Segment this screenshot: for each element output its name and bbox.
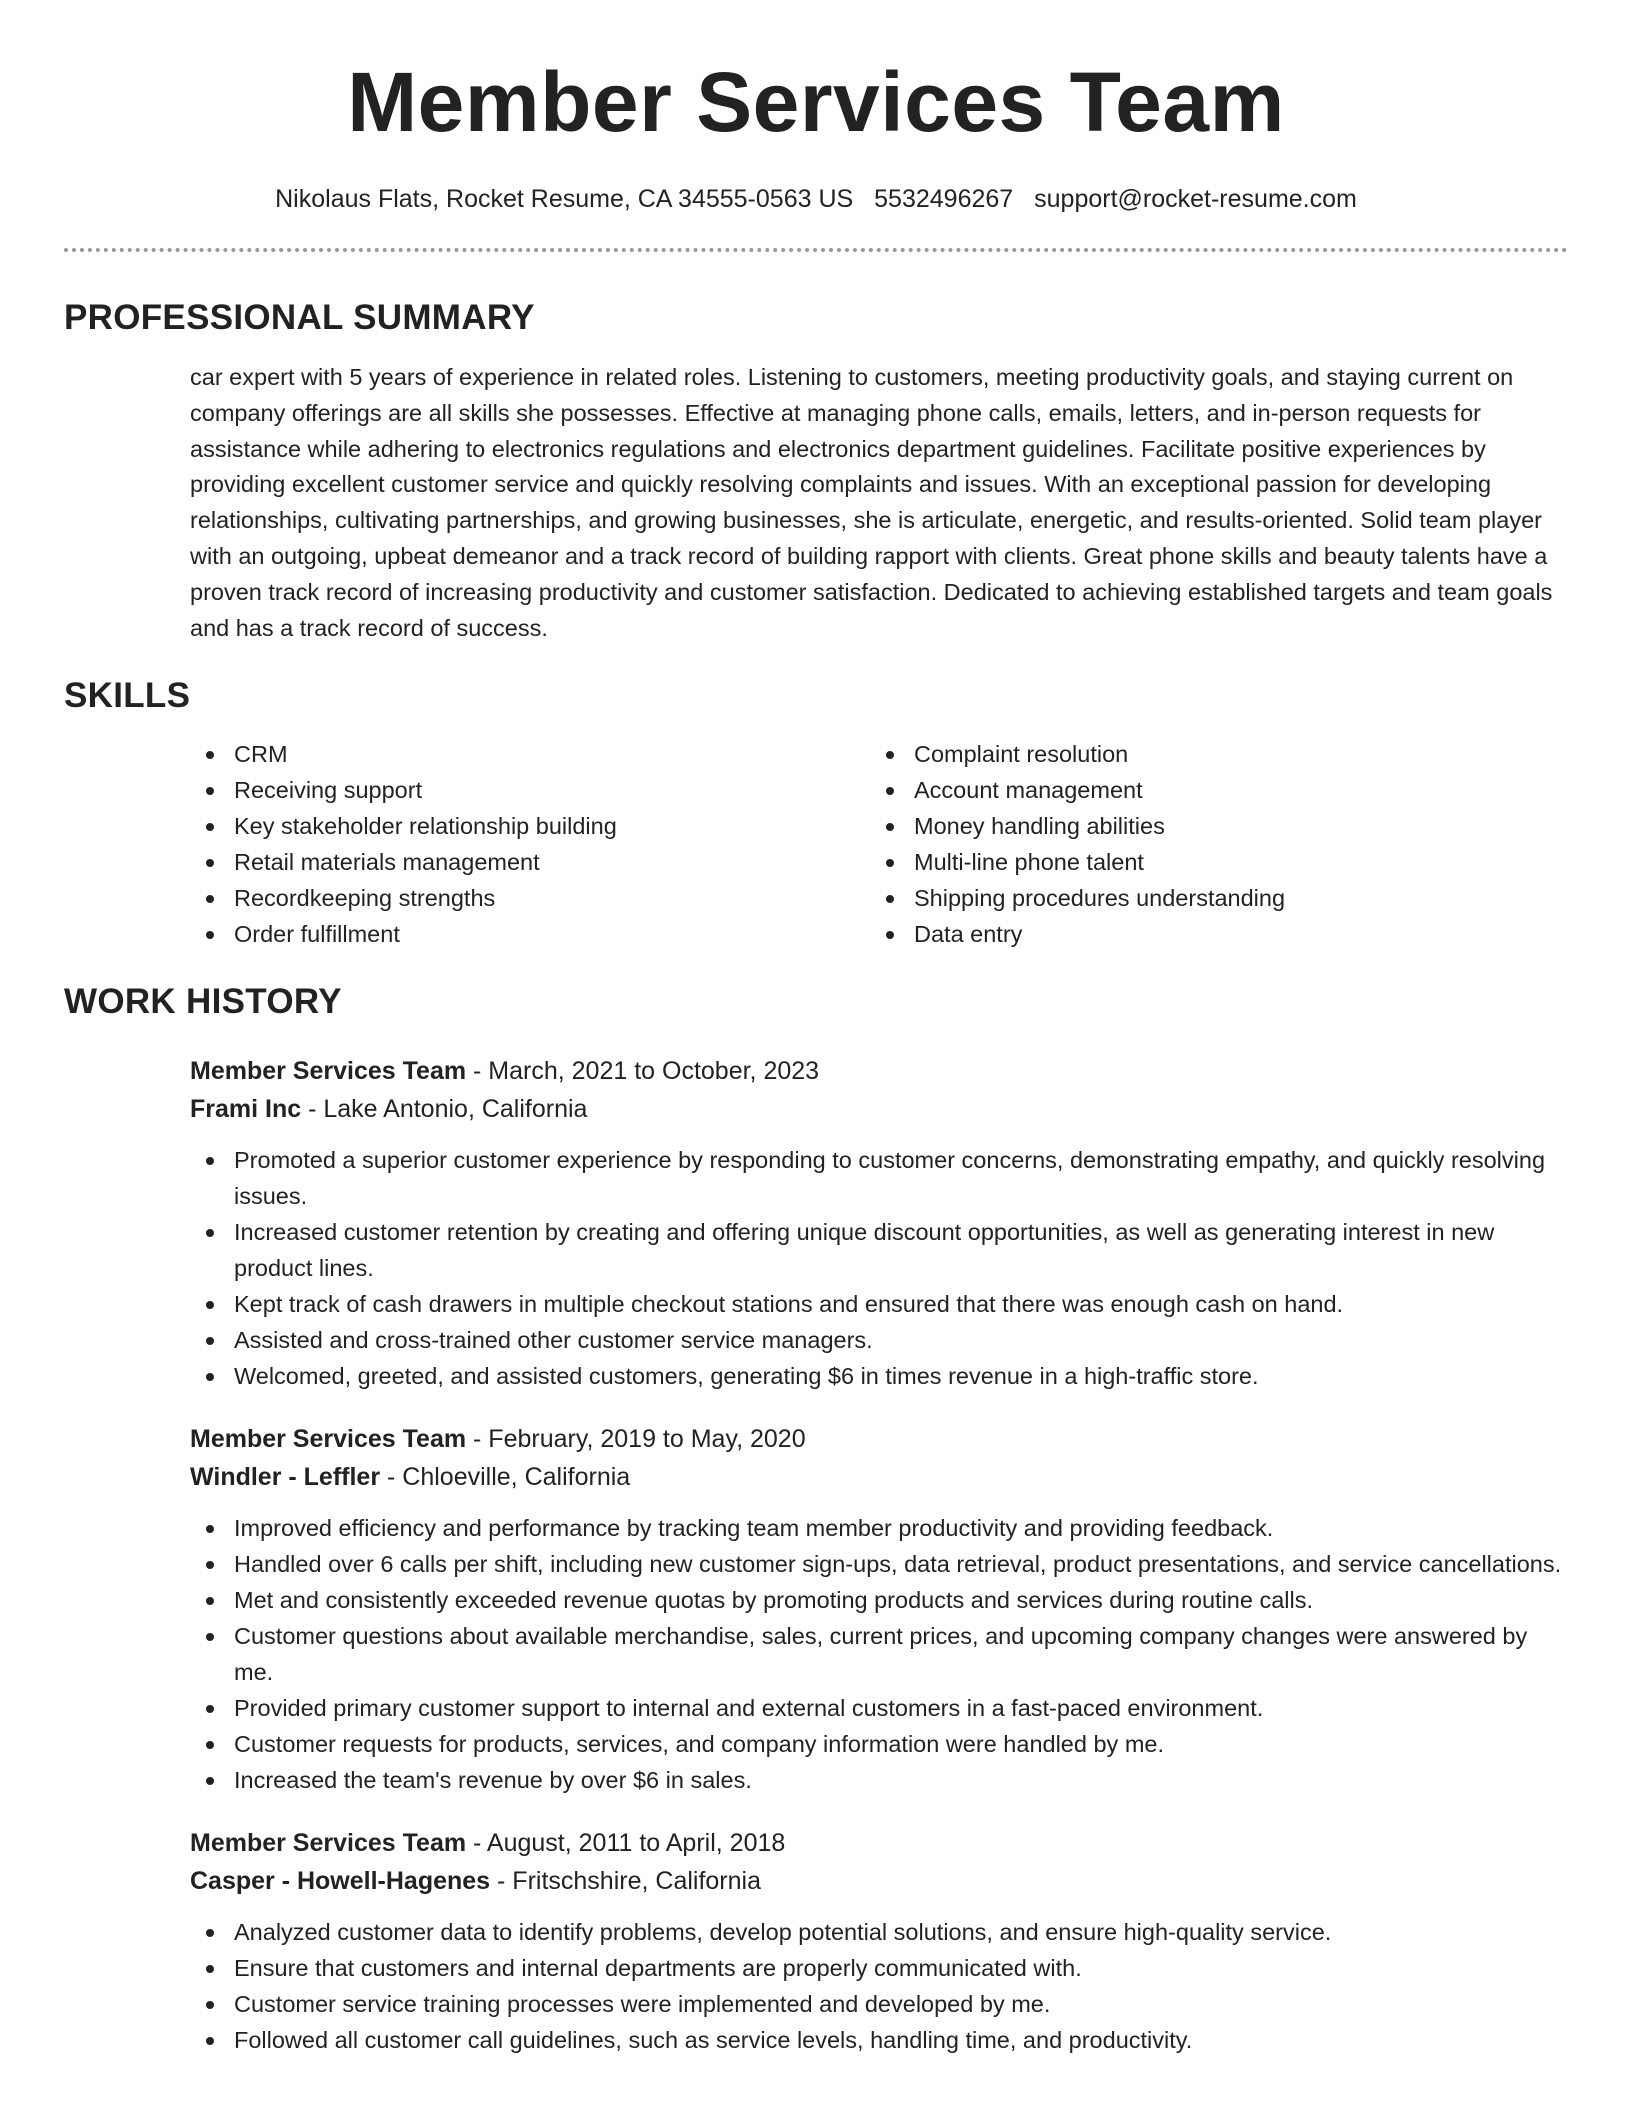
job-bullet: Handled over 6 calls per shift, including new customer sign-ups, data retrieval, product presentations, and service cancellations. — [190, 1546, 1568, 1582]
skill-item: Data entry — [870, 916, 1550, 952]
job-role: Member Services Team — [190, 1829, 467, 1858]
job-title-line — [190, 1824, 1568, 1862]
job-bullet: Improved efficiency and performance by tracking team member productivity and providing feedback. — [190, 1510, 1568, 1546]
job-bullet: Ensure that customers and internal departments are properly communicated with. — [190, 1950, 1568, 1986]
job-company: Casper - Howell-Hagenes — [190, 1867, 491, 1896]
job-bullet: Increased the team's revenue by over $6 in sales. — [190, 1762, 1568, 1798]
skills-list — [190, 736, 1568, 952]
job-role: Member Services Team — [190, 1425, 467, 1454]
job-bullet: Customer requests for products, services, and company information were handled by me. — [190, 1726, 1568, 1762]
contact-address: Nikolaus Flats, Rocket Resume, CA 34555-0563 US — [275, 185, 854, 213]
job-title-line — [190, 1420, 1568, 1458]
summary-text: car expert with 5 years of experience in related roles. Listening to customers, meeting productivity goals, and staying current on company offerings are all skills she possesses. Effective at managing phone calls, emails, letters, and in-person requests for assistance while adhering to electronics regulations and electronics department guidelines. Facilitate positive experiences by providing excellent customer service and quickly resolving complaints and issues. With an exceptional passion for developing relationships, cultivating partnerships, and growing businesses, she is articulate, energetic, and results-oriented. Solid team player with an outgoing, upbeat demeanor and a track record of building rapport with clients. Great phone skills and beauty talents have a proven track record of increasing productivity and customer satisfaction. Dedicated to achieving established targets and team goals and has a track record of success. — [190, 364, 1553, 641]
skill-item: Complaint resolution — [870, 736, 1550, 772]
header-divider — [64, 248, 1568, 252]
contact-line — [64, 182, 1568, 216]
job-company-line — [190, 1090, 1568, 1128]
skill-item: Order fulfillment — [190, 916, 870, 952]
skill-item: Retail materials management — [190, 844, 870, 880]
work-history-heading: WORK HISTORY — [64, 982, 342, 1022]
skills-column-right — [870, 736, 1550, 952]
resume-name: Member Services Team — [347, 55, 1285, 149]
job-bullets — [190, 1914, 1568, 2058]
skill-item: Recordkeeping strengths — [190, 880, 870, 916]
job-bullet: Analyzed customer data to identify problems, develop potential solutions, and ensure high-quality service. — [190, 1914, 1568, 1950]
job-dates: - February, 2019 to May, 2020 — [466, 1425, 806, 1454]
job-title-line — [190, 1052, 1568, 1090]
job-bullet: Customer service training processes were implemented and developed by me. — [190, 1986, 1568, 2022]
job-company-line — [190, 1862, 1568, 1900]
job-bullet: Customer questions about available merchandise, sales, current prices, and upcoming company changes were answered by me. — [190, 1618, 1568, 1690]
job-role: Member Services Team — [190, 1057, 467, 1086]
job-bullet: Promoted a superior customer experience by responding to customer concerns, demonstrating empathy, and quickly resolving issues. — [190, 1142, 1568, 1214]
skill-item: Receiving support — [190, 772, 870, 808]
job-location: - Chloeville, California — [380, 1463, 631, 1492]
contact-email: support@rocket-resume.com — [1034, 185, 1357, 213]
job-bullets — [190, 1142, 1568, 1394]
skill-item: Key stakeholder relationship building — [190, 808, 870, 844]
skill-item: Shipping procedures understanding — [870, 880, 1550, 916]
job-dates: - March, 2021 to October, 2023 — [466, 1057, 820, 1086]
job-entry — [190, 1420, 1568, 1798]
job-entry — [190, 1824, 1568, 2058]
skill-item: Account management — [870, 772, 1550, 808]
job-location: - Lake Antonio, California — [301, 1095, 588, 1124]
contact-phone: 5532496267 — [874, 185, 1014, 213]
job-location: - Fritschshire, California — [490, 1867, 761, 1896]
job-bullet: Met and consistently exceeded revenue quotas by promoting products and services during routine calls. — [190, 1582, 1568, 1618]
job-entry — [190, 1052, 1568, 1394]
job-bullet: Welcomed, greeted, and assisted customers, generating $6 in times revenue in a high-traffic store. — [190, 1358, 1568, 1394]
job-company: Frami Inc — [190, 1095, 302, 1124]
skill-item: Multi-line phone talent — [870, 844, 1550, 880]
summary-heading: PROFESSIONAL SUMMARY — [64, 298, 535, 337]
skill-item: CRM — [190, 736, 870, 772]
skill-item: Money handling abilities — [870, 808, 1550, 844]
job-bullet: Followed all customer call guidelines, such as service levels, handling time, and productivity. — [190, 2022, 1568, 2058]
job-bullet: Increased customer retention by creating and offering unique discount opportunities, as well as generating interest in new product lines. — [190, 1214, 1568, 1286]
skills-heading: SKILLS — [64, 676, 191, 716]
job-company-line — [190, 1458, 1568, 1496]
job-bullet: Provided primary customer support to internal and external customers in a fast-paced environment. — [190, 1690, 1568, 1726]
job-bullet: Assisted and cross-trained other customer service managers. — [190, 1322, 1568, 1358]
job-company: Windler - Leffler — [190, 1463, 381, 1492]
job-dates: - August, 2011 to April, 2018 — [466, 1829, 786, 1858]
job-bullet: Kept track of cash drawers in multiple checkout stations and ensured that there was enough cash on hand. — [190, 1286, 1568, 1322]
job-bullets — [190, 1510, 1568, 1798]
skills-column-left — [190, 736, 870, 952]
